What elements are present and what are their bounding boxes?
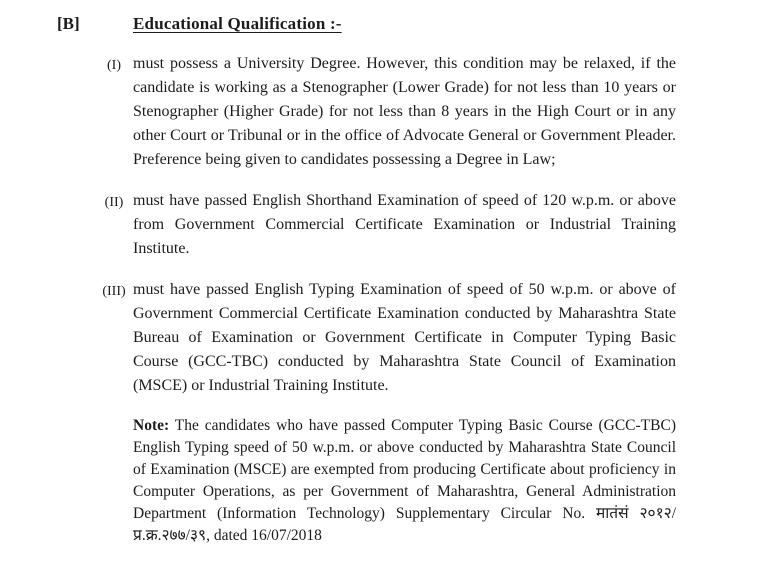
list-item-text: must have passed English Shorthand Examination of speed of 120 w.p.m. or above from Government Commercial Certificate Examination or Industrial Training Institute.: [133, 192, 676, 257]
note-text: The candidates who have passed Computer Typing Basic Course (GCC-TBC) English Typing speed of 50 w.p.m. or above conducted by Maharashtra State Council of Examination (MSCE) are exempted from producing Certificate about proficiency in Computer Operations, as per Government of Maharashtra, General Administration Department (Information Technology) Supplementary Circular No. मातंसं २०१२/प्र.क्र.२७७/३९, dated 16/07/2018: [133, 417, 676, 544]
page-title: Educational Qualification :-: [133, 14, 342, 33]
document-body: [95, 52, 676, 547]
list-item-text: must have passed English Typing Examination of speed of 50 w.p.m. or above of Government Commercial Certificate Examination conducted by Maharashtra State Bureau of Examination or Government Certificate in Computer Typing Basic Course (GCC-TBC) conducted by Maharashtra State Council of Examination (MSCE) or Industrial Training Institute.: [133, 281, 676, 394]
list-item-marker: (II): [104, 195, 124, 210]
section-header: [0, 14, 761, 34]
list-item: [95, 52, 676, 172]
list-item: [95, 189, 676, 261]
note-paragraph: [133, 415, 676, 547]
section-label: [B]: [57, 14, 80, 33]
list-item-marker: (III): [102, 284, 126, 299]
list-item: [95, 278, 676, 398]
list-item-text: must possess a University Degree. However, this condition may be relaxed, if the candidate is working as a Stenographer (Lower Grade) for not less than 10 years or Stenographer (Higher Grade) for not less than 8 years in the High Court or in any other Court or Tribunal or in the office of Advocate General or Government Pleader. Preference being given to candidates possessing a Degree in Law;: [133, 55, 676, 168]
list-item-marker: (I): [107, 58, 121, 73]
note-label: Note:: [133, 417, 170, 434]
